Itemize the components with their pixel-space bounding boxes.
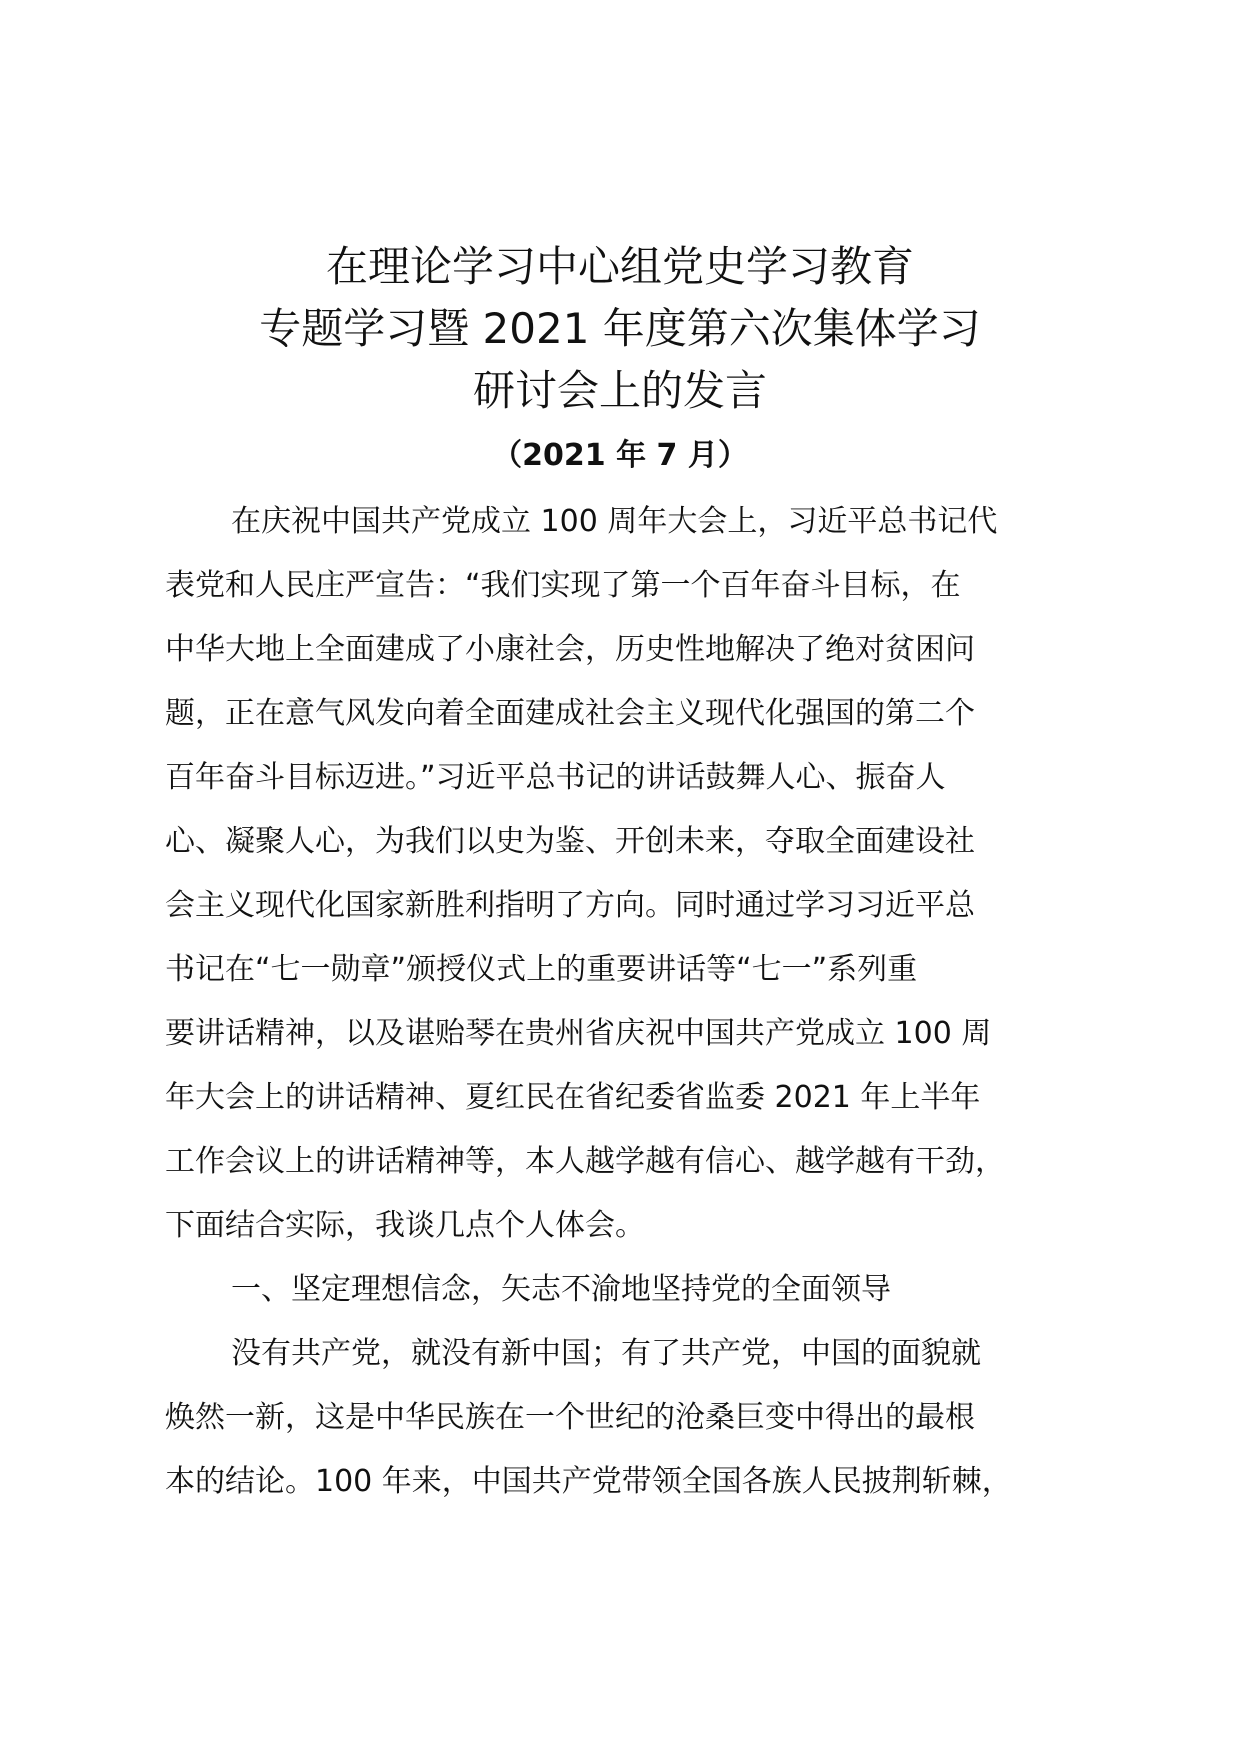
body-line: 在庆祝中国共产党成立 100 周年大会上，习近平总书记代 (231, 504, 998, 539)
body-line: 年大会上的讲话精神、夏红民在省纪委省监委 2021 年上半年 (165, 1080, 981, 1115)
title-line-2: 专题学习暨 2021 年度第六次集体学习 (259, 304, 981, 353)
body-line: 表党和人民庄严宣告：“我们实现了第一个百年奋斗目标，在 (165, 568, 961, 603)
body-line: 心、凝聚人心，为我们以史为鉴、开创未来，夺取全面建设社 (165, 824, 975, 859)
body-line: 要讲话精神，以及谌贻琴在贵州省庆祝中国共产党成立 100 周 (165, 1016, 992, 1051)
body-line: 百年奋斗目标迈进。”习近平总书记的讲话鼓舞人心、振奋人 (165, 760, 946, 795)
body-line: 工作会议上的讲话精神等，本人越学越有信心、越学越有干劲， (165, 1144, 1005, 1179)
section-heading: 一、坚定理想信念，矢志不渝地坚持党的全面领导 (231, 1272, 891, 1307)
body-line: 书记在“七一勋章”颁授仪式上的重要讲话等“七一”系列重 (165, 952, 918, 987)
body-line: 没有共产党，就没有新中国；有了共产党，中国的面貌就 (231, 1336, 981, 1371)
document-body (165, 490, 1105, 1514)
title-line-1: 在理论学习中心组党史学习教育 (325, 242, 914, 291)
body-line: 题，正在意气风发向着全面建成社会主义现代化强国的第二个 (165, 696, 975, 731)
body-line: 本的结论。100 年来，中国共产党带领全国各族人民披荆斩棘， (165, 1464, 1012, 1499)
body-line: 会主义现代化国家新胜利指明了方向。同时通过学习习近平总 (165, 888, 975, 923)
document-date: （2021 年 7 月） (492, 438, 748, 473)
document-title (0, 236, 1240, 422)
body-line: 中华大地上全面建成了小康社会，历史性地解决了绝对贫困问 (165, 632, 975, 667)
body-line: 焕然一新，这是中华民族在一个世纪的沧桑巨变中得出的最根 (165, 1400, 975, 1435)
body-line: 下面结合实际，我谈几点个人体会。 (165, 1208, 645, 1243)
title-line-3: 研讨会上的发言 (472, 366, 767, 415)
